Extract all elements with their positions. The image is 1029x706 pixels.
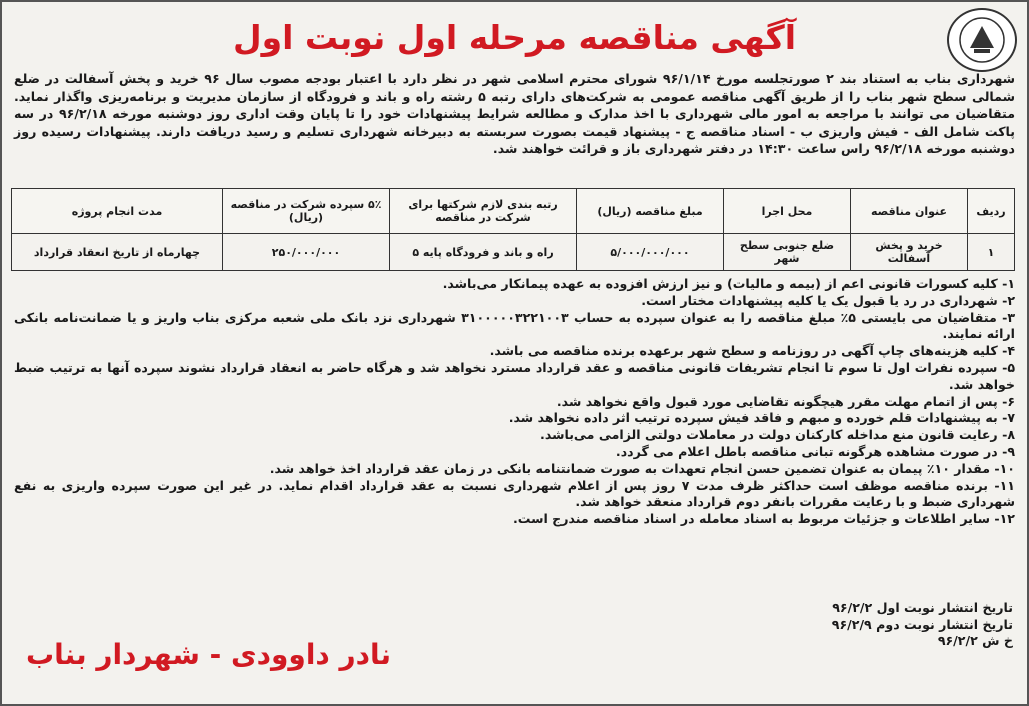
list-item: ۱۲- سایر اطلاعات و جزئیات مربوط به اسناد معامله در اسناد مناقصه مندرج است. [512,511,1015,527]
reference-code: خ ش ۹۶/۲/۲ [937,633,1013,648]
col-duration: مدت انجام پروژه [12,189,223,234]
cell-grade: راه و باند و فرودگاه پایه ۵ [390,234,577,271]
list-item: ۴- کلیه هزینه‌های چاپ آگهی در روزنامه و سطح شهر برعهده برنده مناقصه می باشد. [489,343,1015,359]
cell-row-no: ۱ [968,234,1015,271]
col-title: عنوان مناقصه [851,189,968,234]
list-item: ۲- شهرداری در رد یا قبول یک یا کلیه پیشنهادات مختار است. [641,292,1015,308]
publication-dates [832,600,1013,650]
list-item: ۱۰- مقدار ۱۰٪ پیمان به عنوان تضمین حسن انجام تعهدات به صورت ضمانتنامه بانکی در زمان عقد قرارداد اخذ خواهد شد. [269,460,1015,476]
cell-location: ضلع جنوبی سطح شهر [724,234,851,271]
col-deposit: ۵٪ سپرده شرکت در مناقصه (ریال) [223,189,390,234]
list-item: ۶- پس از اتمام مهلت مقرر هیچگونه تقاضایی مورد قبول واقع نخواهد شد. [556,393,1015,409]
list-item: ۹- در صورت مشاهده هرگونه تبانی مناقصه باطل اعلام می گردد. [615,443,1015,459]
col-row-no: ردیف [968,189,1015,234]
tender-table [11,188,1015,271]
municipality-emblem-icon [947,8,1017,72]
table-header-row [12,189,1015,234]
first-publication-date: تاریخ انتشار نوبت اول ۹۶/۲/۲ [832,600,1013,615]
list-item: ۱- کلیه کسورات قانونی اعم از (بیمه و مالیات) و نیز ارزش افزوده به عهده پیمانکار می‌باشد. [442,276,1015,291]
list-item: ۸- رعایت قانون منع مداخله کارکنان دولت در معاملات دولتی الزامی می‌باشد. [540,427,1015,443]
cell-title: خرید و پخش آسفالت [851,234,968,271]
cell-amount: ۵/۰۰۰/۰۰۰/۰۰۰ [577,234,724,271]
intro-paragraph: شهرداری بناب به استناد بند ۲ صورتجلسه مورخ ۹۶/۱/۱۴ شورای محترم اسلامی شهر در نظر دارد با اعتبار بودجه مصوب سال ۹۶ خرید و پخش آسفالت در ضلع شمالی سطح شهر بناب را از طریق آگهی مناقصه عمومی به شرکت‌های دارای رتبه ۵ رشته راه و باند و فرودگاه از سازمان مدیریت و برنامه‌ریزی واگذار نماید. متقاضیان می توانند با مراجعه به امور مالی شهرداری با اخذ مدارک و مطالعه شرایط پیشنهادات خود را تا پایان وقت اداری روز دوشنبه مورخه ۹۶/۲/۱۸ در سه پاکت شامل الف - فیش واریزی ب - اسناد مناقصه ج - پیشنهاد قیمت بصورت سربسته به دبیرخانه شهرداری تسلیم و رسید دریافت دارند. پیشنهادات رسیده روز دوشنبه مورخه ۹۶/۲/۱۸ راس ساعت ۱۴:۳۰ در دفتر شهرداری باز و قرائت خواهند شد. [14,71,1016,156]
col-grade: رتبه بندی لازم شرکتها برای شرکت در مناقصه [390,189,577,234]
terms-list [14,276,1015,528]
list-item: ۵- سپرده نفرات اول تا سوم تا انجام تشریفات قانونی مناقصه و عقد قرارداد مسترد نخواهد شد و هرگاه حاضر به انعقاد قرارداد نشوند سپرده آنها به ترتیب ضبط خواهد شد. [14,359,1015,392]
list-item: ۱۱- برنده مناقصه موظف است حداکثر ظرف مدت ۷ روز پس از اعلام شهرداری نسبت به عقد قرارداد اقدام نماید. در غیر این صورت سپرده واریزی به نفع شهرداری ضبط و با رعایت مقررات بانفر دوم قرارداد منعقد خواهد شد. [14,477,1015,510]
notice-title: آگهی مناقصه مرحله اول نوبت اول [232,18,797,57]
list-item: ۳- متقاضیان می بایستی ۵٪ مبلغ مناقصه را به عنوان سپرده به حساب ۳۱۰۰۰۰۰۳۲۲۱۰۰۳ شهرداری نزد بانک ملی شعبه مرکزی بناب واریز و یا ضمانت‌نامه بانکی ارائه نمایند. [14,309,1015,342]
mayor-signature: نادر داوودی - شهردار بناب [26,638,392,671]
table-row [12,234,1015,271]
col-location: محل اجرا [724,189,851,234]
list-item: ۷- به پیشنهادات قلم خورده و مبهم و فاقد فیش سپرده ترتیب اثر داده نخواهد شد. [508,410,1015,426]
cell-deposit: ۲۵۰/۰۰۰/۰۰۰ [223,234,390,271]
cell-duration: چهارماه از تاریخ انعقاد قرارداد [12,234,223,271]
second-publication-date: تاریخ انتشار نوبت دوم ۹۶/۲/۹ [831,616,1013,632]
col-amount: مبلغ مناقصه (ریال) [577,189,724,234]
